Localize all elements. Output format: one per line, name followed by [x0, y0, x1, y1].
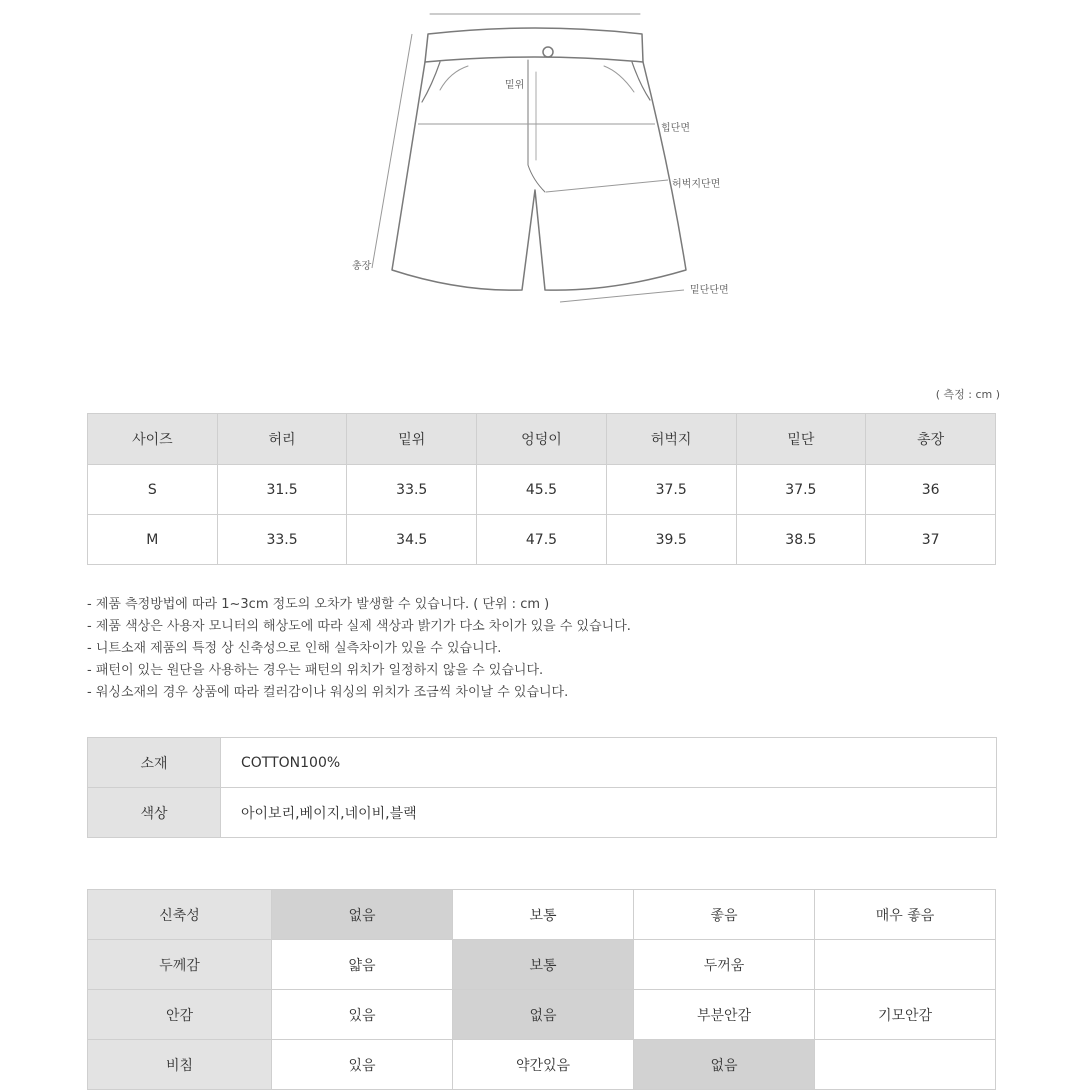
- feel-option: 있음: [272, 1040, 453, 1090]
- feel-option: 없음: [272, 890, 453, 940]
- feel-option: 없음: [453, 990, 634, 1040]
- feel-row-lining: [88, 990, 996, 1040]
- table-cell: 37: [866, 515, 996, 565]
- feel-option: 있음: [272, 990, 453, 1040]
- table-cell: 33.5: [347, 465, 477, 515]
- feel-option: [815, 940, 996, 990]
- header-hip: 엉덩이: [477, 414, 607, 465]
- length-label: 총장: [352, 261, 372, 272]
- size-table-header-row: [88, 414, 996, 465]
- header-length: 총장: [866, 414, 996, 465]
- feel-option: 기모안감: [815, 990, 996, 1040]
- color-value: 아이보리,베이지,네이비,블랙: [221, 788, 997, 838]
- color-label: 색상: [88, 788, 221, 838]
- material-table: [87, 737, 997, 838]
- table-cell: 37.5: [736, 465, 866, 515]
- table-row: [88, 515, 996, 565]
- shorts-outline-illustration: [0, 0, 1082, 330]
- notes-list: [87, 594, 631, 704]
- lining-label: 안감: [88, 990, 272, 1040]
- table-row: [88, 788, 997, 838]
- feel-option: 매우 좋음: [815, 890, 996, 940]
- table-cell: 34.5: [347, 515, 477, 565]
- rise-label: 밑위: [505, 80, 525, 91]
- thigh-label: 허벅지단면: [672, 179, 721, 190]
- table-cell: 36: [866, 465, 996, 515]
- material-label: 소재: [88, 738, 221, 788]
- table-row: [88, 738, 997, 788]
- feel-row-thickness: [88, 940, 996, 990]
- unit-note: ( 측정 : cm ): [935, 388, 1000, 401]
- sheerness-label: 비침: [88, 1040, 272, 1090]
- note-item: - 제품 측정방법에 따라 1~3cm 정도의 오차가 발생할 수 있습니다. ( 단위 : cm ): [87, 597, 550, 612]
- stretch-label: 신축성: [88, 890, 272, 940]
- header-size: 사이즈: [88, 414, 218, 465]
- header-thigh: 허벅지: [606, 414, 736, 465]
- feel-option: 보통: [453, 890, 634, 940]
- table-cell: 31.5: [217, 465, 347, 515]
- feel-option: 없음: [634, 1040, 815, 1090]
- feel-row-sheerness: [88, 1040, 996, 1090]
- size-table: [87, 413, 996, 565]
- note-item: - 니트소재 제품의 특정 상 신축성으로 인해 실측차이가 있을 수 있습니다.: [87, 641, 502, 656]
- hip-label: 힙단면: [661, 123, 690, 134]
- feel-row-stretch: [88, 890, 996, 940]
- note-item: - 제품 색상은 사용자 모니터의 해상도에 따라 실제 색상과 밝기가 다소 차이가 있을 수 있습니다.: [87, 619, 631, 634]
- feel-option: 두꺼움: [634, 940, 815, 990]
- feel-option: 부분안감: [634, 990, 815, 1040]
- shorts-measurement-diagram: [0, 0, 1082, 330]
- note-item: - 워싱소재의 경우 상품에 따라 컬러감이나 워싱의 위치가 조금씩 차이날 수 있습니다.: [87, 685, 569, 700]
- fabric-feel-table: [87, 889, 996, 1090]
- material-value: COTTON100%: [221, 738, 997, 788]
- note-item: - 패턴이 있는 원단을 사용하는 경우는 패턴의 위치가 일정하지 않을 수 있습니다.: [87, 663, 544, 678]
- feel-option: 좋음: [634, 890, 815, 940]
- table-cell: 39.5: [606, 515, 736, 565]
- table-cell: 47.5: [477, 515, 607, 565]
- table-cell: 45.5: [477, 465, 607, 515]
- feel-option: 약간있음: [453, 1040, 634, 1090]
- table-cell: 37.5: [606, 465, 736, 515]
- feel-option: 얇음: [272, 940, 453, 990]
- hem-label: 밑단단면: [690, 285, 729, 296]
- table-cell: M: [88, 515, 218, 565]
- header-rise: 밑위: [347, 414, 477, 465]
- thickness-label: 두께감: [88, 940, 272, 990]
- table-cell: 33.5: [217, 515, 347, 565]
- table-row: [88, 465, 996, 515]
- header-hem: 밑단: [736, 414, 866, 465]
- header-waist: 허리: [217, 414, 347, 465]
- feel-option: 보통: [453, 940, 634, 990]
- feel-option: [815, 1040, 996, 1090]
- table-cell: S: [88, 465, 218, 515]
- table-cell: 38.5: [736, 515, 866, 565]
